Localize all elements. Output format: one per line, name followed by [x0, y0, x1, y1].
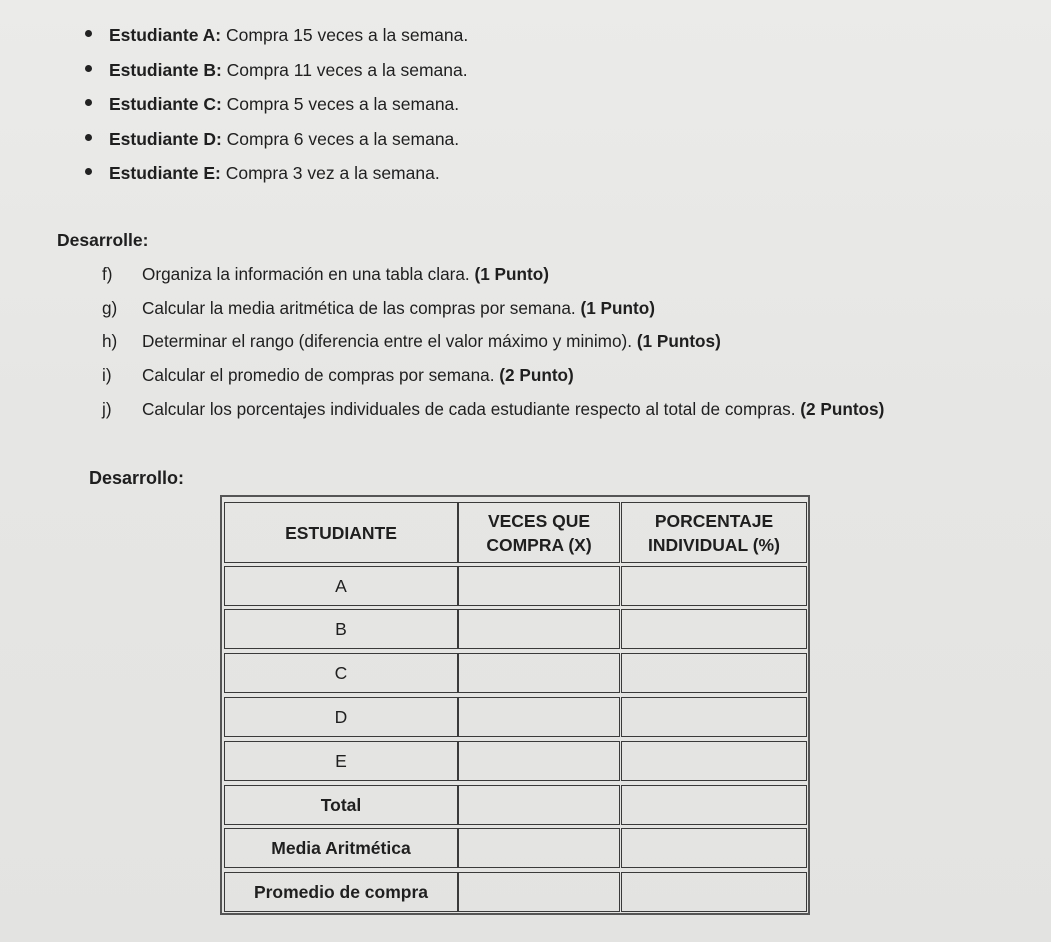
list-item: Estudiante B: Compra 11 veces a la semana. [85, 57, 468, 92]
table-cell-empty [458, 566, 620, 606]
list-item: Estudiante A: Compra 15 veces a la semana. [85, 22, 468, 57]
task-item: i) Calcular el promedio de compras por semana. (2 Punto) [102, 365, 574, 386]
table-row-label: D [224, 697, 458, 737]
table-row-label: Total [224, 785, 458, 825]
list-item: Estudiante E: Compra 3 vez a la semana. [85, 160, 468, 195]
table-cell-empty [458, 741, 620, 781]
task-item: g) Calcular la media aritmética de las compras por semana. (1 Punto) [102, 297, 655, 318]
task-item: j) Calcular los porcentajes individuales de cada estudiante respecto al total de compras. (2 Puntos) [102, 398, 885, 419]
task-item: f) Organiza la información en una tabla clara. (1 Punto) [102, 264, 549, 284]
table-row-label: C [224, 653, 458, 693]
table-cell-empty [458, 828, 620, 868]
section-heading-desarrolle: Desarrolle: [57, 230, 149, 250]
table-cell-empty [458, 872, 620, 912]
task-list [102, 262, 884, 430]
table-cell-empty [621, 828, 807, 868]
header-estudiante: ESTUDIANTE [224, 502, 458, 563]
table-row-label: E [224, 741, 458, 781]
table-row-label: Promedio de compra [224, 872, 458, 912]
table-cell-empty [621, 872, 807, 912]
table-cell-empty [621, 609, 807, 649]
section-heading-desarrollo: Desarrollo: [89, 468, 185, 488]
list-item: Estudiante D: Compra 6 veces a la semana. [85, 126, 468, 161]
table-row-label: Media Aritmética [224, 828, 458, 868]
table-cell-empty [621, 566, 807, 606]
table-cell-empty [458, 653, 620, 693]
header-porcentaje-individual: PORCENTAJE INDIVIDUAL (%) [621, 502, 807, 563]
task-item: h) Determinar el rango (diferencia entre el valor máximo y minimo). (1 Puntos) [102, 331, 721, 352]
table-cell-empty [621, 741, 807, 781]
table-cell-empty [458, 697, 620, 737]
header-veces-que-compra: VECES QUE COMPRA (X) [458, 502, 620, 563]
table-cell-empty [621, 785, 807, 825]
table-cell-empty [458, 609, 620, 649]
list-item: Estudiante C: Compra 5 veces a la semana. [85, 91, 468, 126]
table-row-label: A [224, 566, 458, 606]
table-cell-empty [621, 653, 807, 693]
table-row-label: B [224, 609, 458, 649]
table-cell-empty [621, 697, 807, 737]
students-list [85, 22, 468, 195]
table-cell-empty [458, 785, 620, 825]
